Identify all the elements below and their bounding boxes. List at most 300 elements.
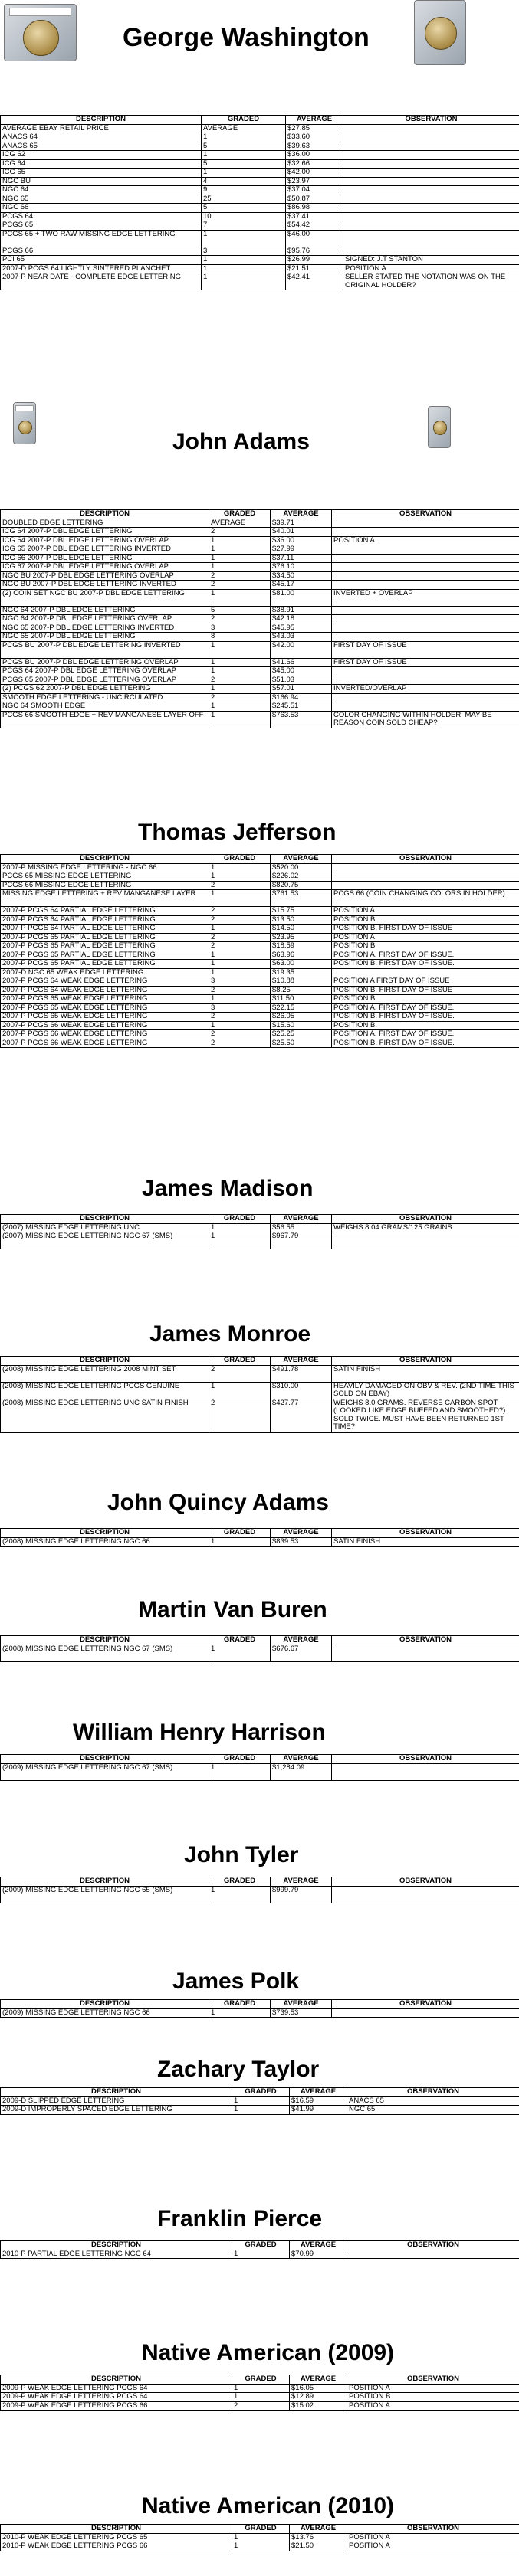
section-title: Zachary Taylor [157, 2057, 320, 2082]
cell-average: $70.99 [290, 2250, 347, 2259]
price-table [0, 2375, 519, 2411]
column-header-average: AVERAGE [271, 1636, 332, 1645]
table-row [1, 581, 519, 590]
coin-holder-front-image [4, 4, 77, 61]
cell-graded: 1 [209, 2008, 271, 2018]
cell-graded: AVERAGE [202, 124, 286, 133]
section-title: John Adams [172, 429, 310, 454]
cell-observation [343, 247, 519, 256]
cell-graded: 5 [209, 606, 271, 615]
cell-graded: 1 [232, 2384, 290, 2393]
cell-observation [343, 133, 519, 142]
cell-observation: INVERTED + OVERLAP [332, 589, 519, 606]
price-table [0, 854, 519, 1048]
cell-observation [332, 545, 519, 555]
cell-average: $76.10 [271, 563, 332, 572]
column-header-graded: GRADED [209, 1877, 271, 1887]
cell-description: 2007-P MISSING EDGE LETTERING - NGC 66 [1, 863, 209, 872]
table-row [1, 2542, 519, 2551]
table-row [1, 124, 519, 133]
table-row [1, 1645, 519, 1661]
table-row [1, 881, 519, 890]
column-header-description: DESCRIPTION [1, 1529, 209, 1538]
table-row [1, 872, 519, 882]
table-row [1, 221, 519, 231]
column-header-average: AVERAGE [271, 2000, 332, 2009]
cell-description: PCGS 64 [1, 212, 202, 221]
column-header-graded: GRADED [209, 1215, 271, 1224]
table-row [1, 624, 519, 633]
cell-graded: 25 [202, 195, 286, 204]
cell-observation: POSITION A [347, 2384, 519, 2393]
cell-observation: FIRST DAY OF ISSUE [332, 641, 519, 658]
cell-observation [332, 581, 519, 590]
cell-graded: 3 [209, 977, 271, 987]
cell-graded: 1 [209, 1537, 271, 1547]
cell-graded: 2 [209, 933, 271, 942]
cell-average: $27.99 [271, 545, 332, 555]
cell-average: $13.76 [290, 2533, 347, 2542]
section-title: James Polk [172, 1969, 300, 1994]
column-header-average: AVERAGE [271, 1529, 332, 1538]
table-row [1, 264, 519, 273]
column-header-description: DESCRIPTION [1, 510, 209, 519]
cell-average: $23.97 [286, 177, 343, 186]
cell-description: ANACS 65 [1, 142, 202, 151]
cell-graded: 2 [209, 1013, 271, 1022]
price-table [0, 1356, 519, 1433]
cell-description: 2007-P PCGS 64 WEAK EDGE LETTERING [1, 986, 209, 995]
cell-description: 2010-P WEAK EDGE LETTERING PCGS 65 [1, 2533, 232, 2542]
cell-average: $63.96 [271, 951, 332, 960]
table-header-row [1, 1755, 519, 1764]
cell-average: $761.53 [271, 890, 332, 907]
cell-average: $41.66 [271, 658, 332, 667]
cell-average: $45.95 [271, 624, 332, 633]
cell-average: $46.00 [286, 230, 343, 247]
cell-average: $18.59 [271, 942, 332, 951]
table-row [1, 159, 519, 169]
cell-description: PCGS 65 MISSING EDGE LETTERING [1, 872, 209, 882]
cell-description: NGC BU 2007-P DBL EDGE LETTERING OVERLAP [1, 571, 209, 581]
table-header-row [1, 2525, 519, 2534]
cell-graded: 1 [202, 133, 286, 142]
column-header-graded: GRADED [209, 1636, 271, 1645]
cell-average: $57.01 [271, 685, 332, 694]
cell-average: $427.77 [271, 1399, 332, 1432]
cell-description: PCGS 64 2007-P DBL EDGE LETTERING OVERLAP [1, 667, 209, 676]
cell-observation [332, 702, 519, 712]
cell-observation: POSITION A [347, 2542, 519, 2551]
cell-observation: WEIGHS 8.0 GRAMS. REVERSE CARBON SPOT. (LOOKED LIKE EDGE BUFFED AND SMOOTHED?) SOLD TWICE. MUST HAVE BEEN RETURNED 1ST TIME? [332, 1399, 519, 1432]
cell-description: 2007-P PCGS 64 WEAK EDGE LETTERING [1, 977, 209, 987]
cell-average: $45.17 [271, 581, 332, 590]
cell-description: (2007) MISSING EDGE LETTERING NGC 67 (SMS) [1, 1232, 209, 1249]
cell-graded: 2 [209, 942, 271, 951]
cell-average: $14.50 [271, 925, 332, 934]
cell-description: (2) PCGS 62 2007-P DBL EDGE LETTERING [1, 685, 209, 694]
cell-observation [332, 968, 519, 977]
cell-observation: NGC 65 [347, 2106, 519, 2115]
cell-average: $36.00 [286, 151, 343, 160]
price-table [0, 2240, 519, 2259]
cell-average: $676.67 [271, 1645, 332, 1661]
cell-observation: POSITION B. FIRST DAY OF ISSUE [332, 986, 519, 995]
cell-graded: 2 [209, 676, 271, 685]
column-header-graded: GRADED [209, 510, 271, 519]
table-row [1, 151, 519, 160]
column-header-average: AVERAGE [290, 2375, 347, 2385]
section-title: James Madison [142, 1176, 314, 1201]
cell-graded: 2 [209, 571, 271, 581]
cell-observation: FIRST DAY OF ISSUE [332, 658, 519, 667]
cell-graded: AVERAGE [209, 519, 271, 528]
table-header-row [1, 855, 519, 864]
column-header-observation: OBSERVATION [332, 1529, 519, 1538]
cell-description: PCGS 65 [1, 221, 202, 231]
cell-observation [343, 151, 519, 160]
cell-description: 2007-P NEAR DATE - COMPLETE EDGE LETTERING [1, 273, 202, 290]
cell-description: ICG 65 [1, 169, 202, 178]
section-title: John Quincy Adams [107, 1490, 329, 1515]
cell-graded: 2 [209, 615, 271, 624]
cell-average: $25.50 [271, 1039, 332, 1048]
cell-average: $16.59 [290, 2096, 347, 2106]
table-row [1, 2008, 519, 2018]
cell-description: 2007-P PCGS 65 PARTIAL EDGE LETTERING [1, 960, 209, 969]
cell-average: $23.95 [271, 933, 332, 942]
price-table [0, 115, 519, 290]
cell-description: 2007-P PCGS 66 WEAK EDGE LETTERING [1, 1030, 209, 1039]
table-row [1, 2393, 519, 2402]
cell-observation [347, 2250, 519, 2259]
cell-description: ICG 62 [1, 151, 202, 160]
table-row [1, 942, 519, 951]
cell-observation [332, 554, 519, 563]
cell-observation: POSITION A. FIRST DAY OF ISSUE. [332, 1003, 519, 1013]
column-header-observation: OBSERVATION [332, 510, 519, 519]
cell-description: 2007-P PCGS 66 WEAK EDGE LETTERING [1, 1039, 209, 1048]
cell-graded: 1 [209, 667, 271, 676]
cell-observation [343, 230, 519, 247]
table-row [1, 925, 519, 934]
cell-observation [343, 159, 519, 169]
cell-description: 2010-P WEAK EDGE LETTERING PCGS 66 [1, 2542, 232, 2551]
cell-average: $967.79 [271, 1232, 332, 1249]
table-row [1, 702, 519, 712]
table-row [1, 230, 519, 247]
table-row [1, 968, 519, 977]
column-header-description: DESCRIPTION [1, 855, 209, 864]
cell-observation [343, 186, 519, 195]
column-header-description: DESCRIPTION [1, 1755, 209, 1764]
cell-average: $310.00 [271, 1382, 332, 1399]
price-table [0, 2524, 519, 2551]
cell-description: (2008) MISSING EDGE LETTERING UNC SATIN FINISH [1, 1399, 209, 1432]
cell-graded: 1 [209, 863, 271, 872]
cell-description: 2007-P PCGS 64 PARTIAL EDGE LETTERING [1, 907, 209, 916]
cell-description: (2009) MISSING EDGE LETTERING NGC 65 (SMS) [1, 1886, 209, 1903]
table-row [1, 960, 519, 969]
cell-average: $16.05 [290, 2384, 347, 2393]
cell-graded: 10 [202, 212, 286, 221]
table-row [1, 676, 519, 685]
cell-description: NGC 64 2007-P DBL EDGE LETTERING OVERLAP [1, 615, 209, 624]
cell-observation [332, 1232, 519, 1249]
cell-graded: 1 [209, 536, 271, 545]
column-header-observation: OBSERVATION [347, 2088, 519, 2097]
column-header-description: DESCRIPTION [1, 2000, 209, 2009]
cell-average: $22.15 [271, 1003, 332, 1013]
cell-observation: POSITION B. FIRST DAY OF ISSUE [332, 925, 519, 934]
column-header-graded: GRADED [209, 1357, 271, 1366]
cell-description: NGC 65 2007-P DBL EDGE LETTERING [1, 633, 209, 642]
table-row [1, 2106, 519, 2115]
cell-observation [332, 624, 519, 633]
cell-graded: 5 [202, 159, 286, 169]
column-header-graded: GRADED [232, 2241, 290, 2250]
table-row [1, 247, 519, 256]
cell-graded: 1 [209, 641, 271, 658]
cell-graded: 2 [209, 1030, 271, 1039]
cell-graded: 1 [209, 1763, 271, 1780]
column-header-average: AVERAGE [286, 116, 343, 125]
price-table [0, 1214, 519, 1249]
cell-average: $39.71 [271, 519, 332, 528]
cell-graded: 1 [232, 2542, 290, 2551]
column-header-graded: GRADED [209, 1529, 271, 1538]
cell-average: $763.53 [271, 711, 332, 728]
table-row [1, 1399, 519, 1432]
cell-observation: WEIGHS 8.04 GRAMS/125 GRAINS. [332, 1223, 519, 1232]
section-title: George Washington [123, 23, 370, 52]
column-header-graded: GRADED [209, 855, 271, 864]
cell-average: $1,284.09 [271, 1763, 332, 1780]
cell-description: NGC 65 [1, 195, 202, 204]
cell-observation [332, 615, 519, 624]
table-row [1, 2533, 519, 2542]
cell-average: $10.88 [271, 977, 332, 987]
cell-description: PCGS BU 2007-P DBL EDGE LETTERING OVERLAP [1, 658, 209, 667]
table-row [1, 907, 519, 916]
table-row [1, 545, 519, 555]
cell-average: $40.01 [271, 528, 332, 537]
column-header-description: DESCRIPTION [1, 2088, 232, 2097]
column-header-description: DESCRIPTION [1, 116, 202, 125]
cell-average: $820.75 [271, 881, 332, 890]
table-row [1, 615, 519, 624]
price-table [0, 1877, 519, 1903]
table-row [1, 890, 519, 907]
cell-observation [343, 212, 519, 221]
cell-description: ICG 64 2007-P DBL EDGE LETTERING [1, 528, 209, 537]
column-header-graded: GRADED [232, 2088, 290, 2097]
price-table [0, 2087, 519, 2115]
cell-graded: 1 [202, 273, 286, 290]
cell-observation: POSITION B [332, 942, 519, 951]
cell-description: NGC 64 [1, 186, 202, 195]
table-header-row [1, 2000, 519, 2009]
cell-observation [332, 528, 519, 537]
cell-observation: POSITION A [343, 264, 519, 273]
cell-description: NGC 65 2007-P DBL EDGE LETTERING INVERTED [1, 624, 209, 633]
column-header-description: DESCRIPTION [1, 1357, 209, 1366]
table-header-row [1, 2375, 519, 2385]
cell-average: $32.66 [286, 159, 343, 169]
cell-graded: 2 [209, 693, 271, 702]
cell-graded: 1 [202, 264, 286, 273]
cell-average: $34.50 [271, 571, 332, 581]
cell-observation: POSITION A [347, 2533, 519, 2542]
cell-observation: HEAVILY DAMAGED ON OBV & REV. (2ND TIME THIS SOLD ON EBAY) [332, 1382, 519, 1399]
cell-graded: 1 [209, 1645, 271, 1661]
column-header-average: AVERAGE [271, 1755, 332, 1764]
cell-graded: 2 [209, 1039, 271, 1048]
cell-average: $19.35 [271, 968, 332, 977]
cell-description: NGC 64 2007-P DBL EDGE LETTERING [1, 606, 209, 615]
cell-graded: 5 [202, 142, 286, 151]
table-row [1, 133, 519, 142]
coin-holder-front-image [13, 402, 36, 444]
cell-description: 2009-P WEAK EDGE LETTERING PCGS 66 [1, 2401, 232, 2411]
table-header-row [1, 1357, 519, 1366]
table-row [1, 2096, 519, 2106]
cell-graded: 1 [209, 968, 271, 977]
cell-average: $491.78 [271, 1365, 332, 1382]
cell-description: AVERAGE EBAY RETAIL PRICE [1, 124, 202, 133]
cell-graded: 1 [209, 960, 271, 969]
cell-average: $12.89 [290, 2393, 347, 2402]
column-header-description: DESCRIPTION [1, 1636, 209, 1645]
table-row [1, 986, 519, 995]
cell-description: PCGS 66 SMOOTH EDGE + REV MANGANESE LAYER OFF [1, 711, 209, 728]
cell-description: 2007-P PCGS 65 WEAK EDGE LETTERING [1, 1003, 209, 1013]
table-header-row [1, 1636, 519, 1645]
cell-observation: POSITION A [332, 933, 519, 942]
cell-graded: 1 [209, 872, 271, 882]
column-header-description: DESCRIPTION [1, 2241, 232, 2250]
table-row [1, 1003, 519, 1013]
table-row [1, 606, 519, 615]
cell-graded: 3 [209, 1003, 271, 1013]
table-row [1, 641, 519, 658]
cell-graded: 8 [209, 633, 271, 642]
cell-average: $41.99 [290, 2106, 347, 2115]
cell-graded: 1 [209, 1021, 271, 1030]
column-header-observation: OBSERVATION [347, 2375, 519, 2385]
cell-observation: POSITION B. [332, 995, 519, 1004]
cell-observation [343, 204, 519, 213]
cell-average: $42.41 [286, 273, 343, 290]
cell-average: $42.00 [271, 641, 332, 658]
table-row [1, 204, 519, 213]
cell-graded: 5 [202, 204, 286, 213]
cell-description: ICG 66 2007-P DBL EDGE LETTERING [1, 554, 209, 563]
table-row [1, 2401, 519, 2411]
section-title: William Henry Harrison [73, 1720, 326, 1745]
cell-description: 2009-P WEAK EDGE LETTERING PCGS 64 [1, 2393, 232, 2402]
cell-description: 2007-D PCGS 64 LIGHTLY SINTERED PLANCHET [1, 264, 202, 273]
table-row [1, 863, 519, 872]
column-header-graded: GRADED [232, 2525, 290, 2534]
cell-description: (2008) MISSING EDGE LETTERING NGC 66 [1, 1537, 209, 1547]
cell-graded: 1 [232, 2106, 290, 2115]
cell-average: $43.03 [271, 633, 332, 642]
cell-average: $39.63 [286, 142, 343, 151]
column-header-observation: OBSERVATION [332, 1755, 519, 1764]
column-header-observation: OBSERVATION [343, 116, 519, 125]
cell-graded: 2 [209, 881, 271, 890]
cell-average: $166.94 [271, 693, 332, 702]
cell-observation: ANACS 65 [347, 2096, 519, 2106]
cell-average: $45.00 [271, 667, 332, 676]
cell-graded: 1 [202, 230, 286, 247]
table-row [1, 711, 519, 728]
cell-average: $50.87 [286, 195, 343, 204]
column-header-average: AVERAGE [271, 1215, 332, 1224]
cell-graded: 1 [202, 169, 286, 178]
cell-average: $37.11 [271, 554, 332, 563]
cell-observation [332, 563, 519, 572]
table-header-row [1, 2241, 519, 2250]
cell-graded: 9 [202, 186, 286, 195]
cell-graded: 2 [209, 1365, 271, 1382]
cell-average: $37.04 [286, 186, 343, 195]
cell-observation: POSITION B. [332, 1021, 519, 1030]
cell-description: 2007-D NGC 65 WEAK EDGE LETTERING [1, 968, 209, 977]
table-row [1, 2384, 519, 2393]
column-header-graded: GRADED [209, 2000, 271, 2009]
cell-observation [332, 633, 519, 642]
section-title: Native American (2010) [142, 2493, 395, 2519]
table-header-row [1, 2088, 519, 2097]
cell-graded: 1 [209, 1382, 271, 1399]
column-header-observation: OBSERVATION [332, 1636, 519, 1645]
cell-description: PCI 65 [1, 256, 202, 265]
cell-observation [332, 676, 519, 685]
table-header-row [1, 1529, 519, 1538]
cell-graded: 1 [232, 2250, 290, 2259]
cell-description: ICG 65 2007-P DBL EDGE LETTERING INVERTED [1, 545, 209, 555]
cell-average: $27.85 [286, 124, 343, 133]
column-header-observation: OBSERVATION [332, 855, 519, 864]
cell-average: $36.00 [271, 536, 332, 545]
cell-graded: 1 [209, 1223, 271, 1232]
cell-observation [332, 606, 519, 615]
cell-average: $38.91 [271, 606, 332, 615]
table-row [1, 563, 519, 572]
cell-average: $63.00 [271, 960, 332, 969]
table-row [1, 169, 519, 178]
column-header-average: AVERAGE [271, 1877, 332, 1887]
cell-graded: 7 [202, 221, 286, 231]
cell-observation: POSITION A [347, 2401, 519, 2411]
cell-description: PCGS 65 2007-P DBL EDGE LETTERING OVERLAP [1, 676, 209, 685]
cell-description: 2007-P PCGS 65 WEAK EDGE LETTERING [1, 1013, 209, 1022]
cell-average: $8.25 [271, 986, 332, 995]
table-header-row [1, 510, 519, 519]
cell-description: NGC BU [1, 177, 202, 186]
table-row [1, 1232, 519, 1249]
column-header-description: DESCRIPTION [1, 1215, 209, 1224]
table-row [1, 685, 519, 694]
cell-graded: 1 [209, 711, 271, 728]
cell-graded: 2 [209, 581, 271, 590]
table-row [1, 915, 519, 925]
table-row [1, 519, 519, 528]
cell-description: 2007-P PCGS 65 PARTIAL EDGE LETTERING [1, 951, 209, 960]
cell-average: $56.55 [271, 1223, 332, 1232]
